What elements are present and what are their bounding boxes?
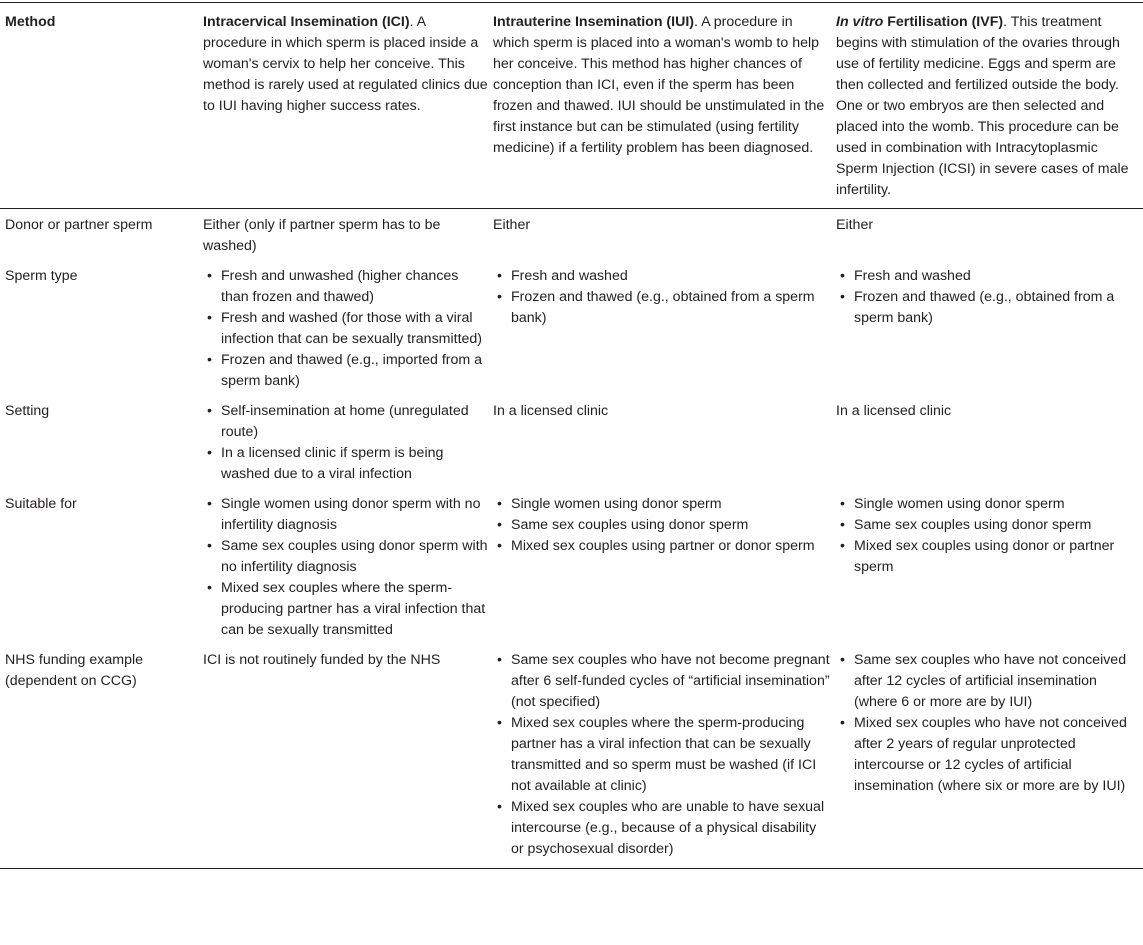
bullet-list [836,266,1141,329]
bullet-list [203,266,488,392]
cell-ivf [833,494,1143,650]
list-item: • Mixed sex couples who have not conceived after 2 years of regular unprotected intercourse or 12 cycles of artificial insemination (where six or more are by IUI) [836,713,1141,797]
cell-ici: Either (only if partner sperm has to be washed) [203,217,441,254]
row-label: Suitable for [5,496,77,512]
cell-ici [198,266,490,401]
header-ivf [833,3,1143,209]
cell-ivf [833,266,1143,401]
cell-ivf [833,650,1143,869]
header-method: Method [0,3,198,209]
cell-iui: In a licensed clinic [493,403,609,419]
bullet-list [493,266,831,329]
bullet-list [493,650,831,860]
list-item: • Mixed sex couples using donor or partner sperm [836,536,1141,578]
list-item: • Same sex couples using donor sperm with no infertility diagnosis [203,536,488,578]
list-item: • Same sex couples who have not conceived after 12 cycles of artificial insemination (where 6 or more are by IUI) [836,650,1141,713]
header-iui [490,3,833,209]
cell-ivf: Either [836,217,874,233]
header-ici [198,3,490,209]
list-item: • Single women using donor sperm with no infertility diagnosis [203,494,488,536]
list-item: • Frozen and thawed (e.g., obtained from a sperm bank) [836,287,1141,329]
bullet-list [493,494,831,557]
bullet-list [203,401,488,485]
list-item: • Single women using donor sperm [493,494,831,515]
row-label: Sperm type [5,268,78,284]
cell-ivf: In a licensed clinic [836,403,952,419]
list-item: • Fresh and washed (for those with a viral infection that can be sexually transmitted) [203,308,488,350]
list-item: • Fresh and washed [493,266,831,287]
list-item: • In a licensed clinic if sperm is being washed due to a viral infection [203,443,488,485]
row-label: Donor or partner sperm [5,217,153,233]
cell-ici [198,494,490,650]
cell-ici [198,401,490,494]
list-item: • Frozen and thawed (e.g., obtained from a sperm bank) [493,287,831,329]
row-label: NHS funding example (dependent on CCG) [5,652,144,689]
table-row [0,650,1143,869]
list-item: • Same sex couples using donor sperm [836,515,1141,536]
comparison-table [0,2,1143,869]
bullet-list [203,494,488,641]
ici-description: . A procedure in which sperm is placed inside a woman's cervix to help her conceive. This method is rarely used at regulated clinics due to IUI having higher success rates. [203,14,488,114]
cell-iui [490,266,833,401]
cell-iui [490,494,833,650]
ivf-description: . This treatment begins with stimulation of the ovaries through use of fertility medicine. Eggs and sperm are then collected and fertilized outside the body. One or two embryos are then selected and placed into the womb. This procedure can be used in combination with Intracytoplasmic Sperm Injection (ICSI) in severe cases of male infertility. [836,14,1129,198]
bullet-list [836,494,1141,578]
list-item: • Mixed sex couples who are unable to have sexual intercourse (e.g., because of a physical disability or psychosexual disorder) [493,797,831,860]
list-item: • Frozen and thawed (e.g., imported from a sperm bank) [203,350,488,392]
cell-ici: ICI is not routinely funded by the NHS [203,652,441,668]
ivf-name-italic: In vitro [836,14,884,30]
table-row [0,401,1143,494]
iui-description: . A procedure in which sperm is placed into a woman's womb to help her conceive. This method has higher chances of conception than ICI, even if the sperm has been frozen and thawed. IUI should be unstimulated in the first instance but can be stimulated (using fertility medicine) if a fertility problem has been diagnosed. [493,14,825,156]
list-item: • Single women using donor sperm [836,494,1141,515]
list-item: • Fresh and unwashed (higher chances than frozen and thawed) [203,266,488,308]
list-item: • Fresh and washed [836,266,1141,287]
list-item: • Mixed sex couples using partner or donor sperm [493,536,831,557]
list-item: • Mixed sex couples where the sperm-producing partner has a viral infection that can be sexually transmitted and so sperm must be washed (if ICI not available at clinic) [493,713,831,797]
cell-iui: Either [493,217,531,233]
ici-name: Intracervical Insemination (ICI) [203,14,410,30]
ivf-name [836,14,1003,30]
cell-iui [490,650,833,869]
list-item: • Self-insemination at home (unregulated route) [203,401,488,443]
table-row [0,209,1143,267]
bullet-list [836,650,1141,797]
list-item: • Same sex couples using donor sperm [493,515,831,536]
table-row [0,494,1143,650]
header-row [0,3,1143,209]
table-row [0,266,1143,401]
list-item: • Mixed sex couples where the sperm-producing partner has a viral infection that can be sexually transmitted [203,578,488,641]
ivf-name-rest: Fertilisation (IVF) [883,14,1004,30]
iui-name: Intrauterine Insemination (IUI) [493,14,695,30]
list-item: • Same sex couples who have not become pregnant after 6 self-funded cycles of “artificial insemination” (not specified) [493,650,831,713]
row-label: Setting [5,403,50,419]
